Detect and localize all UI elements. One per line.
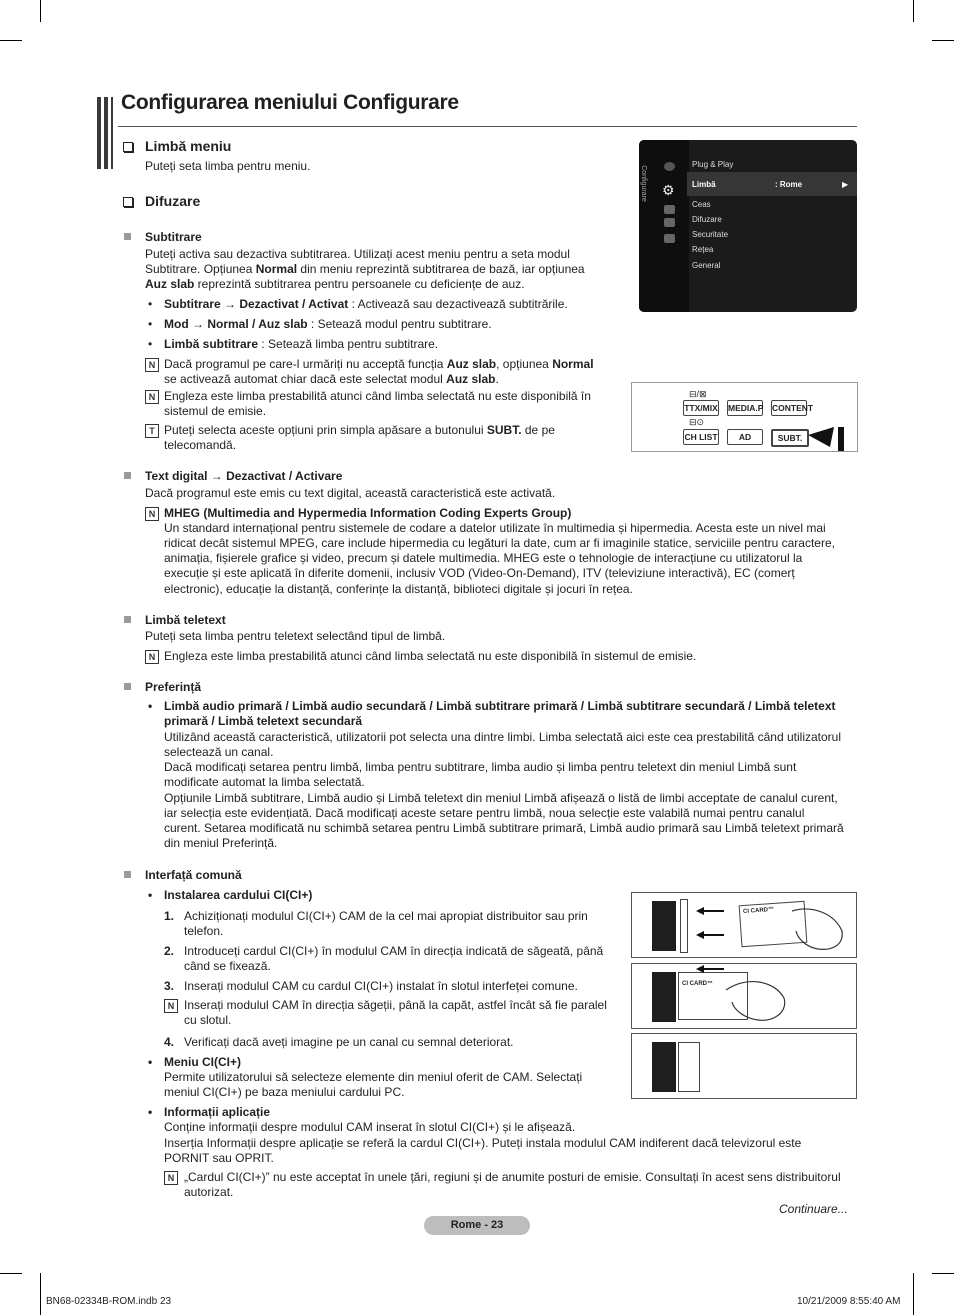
remote-button: CONTENT <box>771 400 807 416</box>
text-digital-heading: Text digital → Dezactivat / Activare <box>145 469 343 483</box>
ci-info-line: Conține informații despre modulul CAM inserat în slotul CI(CI+) și le afișează. <box>164 1120 576 1134</box>
preference-line: selectează un canal. <box>164 745 274 759</box>
mheg-line: Un standard internațional pentru sistemele de codare a datelor utilizate în multimedia și hipermedia. Acesta este un nivel mai <box>164 521 826 535</box>
subtitle-intro-3: Auz slab reprezintă subtitrarea pentru persoanele cu deficiențe de auz. <box>145 277 525 291</box>
osd-menu-image <box>639 140 857 312</box>
ci-info-title: • Informații aplicație <box>164 1105 270 1120</box>
ci-menu-line: meniul CI(CI+) pe baza meniului cardului PC. <box>164 1085 405 1099</box>
mheg-title: MHEG (Multimedia and Hypermedia Information Coding Experts Group) <box>164 506 572 520</box>
preference-line: iar selecția este evidențiată. Dacă modificați aceste setare pentru limbă, noua selecție este valabilă numai pentru canalul <box>164 806 805 820</box>
ci-note-line: autorizat. <box>184 1185 234 1199</box>
subtitle-bullet-3: • Limbă subtitrare : Setează limba pentru subtitrare. <box>164 337 438 352</box>
step-number: 3. <box>164 979 175 993</box>
subtitle-intro-1: Puteți activa sau dezactiva subtitrarea. Utilizați acest meniu pentru a seta modul <box>145 247 570 261</box>
remote-note-icon: T <box>145 424 159 438</box>
osd-item: Ceas <box>692 200 711 209</box>
subtitle-bullet-2: • Mod → Normal / Auz slab : Setează modul pentru subtitrare. <box>164 317 492 332</box>
remote-button: AD <box>727 429 763 445</box>
step-number: 4. <box>164 1035 175 1049</box>
step-2-line: Introduceți cardul CI(CI+) în modulul CAM în direcția indicată de săgeată, până <box>184 944 604 958</box>
osd-item: Plug & Play <box>692 160 734 169</box>
mheg-line: animația, fișierele grafice și video, precum și datele multimedia. MHEG este o tehnologie de interacțiune cu utilizatorul la <box>164 551 803 565</box>
footer-date: 10/21/2009 8:55:40 AM <box>797 1296 901 1307</box>
remote-image <box>631 382 858 452</box>
preference-line: curent. Setarea modificată nu schimbă setarea pentru Limbă subtitrare primară, Limbă audio primară sau Limbă teletext primară <box>164 821 844 835</box>
preference-line: Dacă modificați setarea pentru limbă, limba pentru subtitrare, limba audio și limba pentru teletext din meniul Limbă sunt <box>164 760 797 774</box>
step-3-line: Inserați modulul CAM cu cardul CI(CI+) instalat în slotul interfeței comune. <box>184 979 578 993</box>
osd-item: Limbă <box>692 180 716 189</box>
hand-icon <box>782 901 852 953</box>
osd-selected-value: : Rome <box>775 180 803 189</box>
subtitle-note-3a: Puteți selecta aceste opțiuni prin simpla apăsare a butonului SUBT. de pe <box>164 423 555 437</box>
note-icon: N <box>145 650 159 664</box>
help-icon <box>664 234 675 243</box>
subtitle-note-1a: Dacă programul pe care-l urmăriți nu acceptă funcția Auz slab, opțiunea Normal <box>164 357 594 371</box>
continue-link[interactable]: Continuare... <box>779 1202 848 1216</box>
preference-heading: Preferință <box>145 680 202 694</box>
teletext-note: Engleza este limba prestabilită atunci când limba selectată nu este disponibilă în sistemul de emisie. <box>164 649 697 663</box>
preference-bullet-2: primară / Limbă teletext secundară <box>164 714 363 728</box>
arrow-right-icon: ▶ <box>842 180 849 189</box>
step-number: 2. <box>164 944 175 958</box>
mheg-line: execuție și este aplicată în diferite domenii, inclusiv VOD (Video-On-Demand), ITV (televiziune interactivă), EC (comerț <box>164 566 795 580</box>
step-4-line: Verificați dacă aveți imagine pe un canal cu semnal deteriorat. <box>184 1035 514 1049</box>
mheg-line: electronic), educație la distanță, conferințe la distanță, biblioteci digitale și jocuri în rețea. <box>164 582 633 596</box>
ci-card-label: CI CARD™ <box>678 972 748 1020</box>
subtitle-note-1b: se activează automat chiar dacă este selectat modul Auz slab. <box>164 372 499 386</box>
preference-line: Opțiunile Limbă subtitrare, Limbă audio și Limbă teletext din meniul Limbă afișează o listă de limbi acceptate de canalul curent, <box>164 791 838 805</box>
ci-info-line: Inserția Informații despre aplicație se referă la cardul CI(CI+). Puteți instala modulul CAM indiferent dacă televizorul este <box>164 1136 802 1150</box>
title-rule <box>118 126 857 127</box>
ci-heading: Interfață comună <box>145 868 242 882</box>
remote-button: SUBT. <box>771 429 809 447</box>
footer-file: BN68-02334B-ROM.indb 23 <box>46 1296 172 1307</box>
ci-note-line: „Cardul CI(CI+)” nu este acceptat în unele țări, regiuni și de anumite posturi de emisie. Consultați în acest sens distribuitorul <box>184 1170 841 1184</box>
hand-icon <box>722 970 802 1026</box>
preference-line: Utilizând această caracteristică, utilizatorii pot selecta una dintre limbi. Limba selectată aici este cea prestabilită când utilizatorul <box>164 730 841 744</box>
note-icon: N <box>164 1171 178 1185</box>
preference-line: din meniul Preferință. <box>164 836 278 850</box>
remote-button: CH LIST <box>683 429 719 445</box>
osd-side-label: Configurare <box>639 165 647 202</box>
remote-button: MEDIA.P <box>727 400 763 416</box>
preference-bullet: • Limbă audio primară / Limbă audio secundară / Limbă subtitrare primară / Limbă subtitrare secundară / Limbă teletext <box>164 699 836 714</box>
mheg-line: ridicat decât sistemul MPEG, care include hipermedia cu legături la date, cum ar fi imaginile statice, serviciile pentru caractere, <box>164 536 835 550</box>
gear-icon: ⚙ <box>662 182 675 198</box>
step-number: 1. <box>164 909 175 923</box>
language-text: Puteți seta limba pentru meniu. <box>145 159 311 173</box>
cam-illustration-3 <box>631 1033 857 1099</box>
subtitle-intro-2: Subtitrare. Opțiunea Normal din meniu reprezintă subtitrarea de bază, iar opțiunea <box>145 262 585 276</box>
note-icon: N <box>145 358 159 372</box>
step-3-note: Inserați modulul CAM în direcția săgeții, până la capăt, astfel încât să fie paralel <box>184 998 607 1012</box>
teletext-heading: Limbă teletext <box>145 613 226 627</box>
section-title-language: Limbă meniu <box>145 138 232 154</box>
remote-button: TTX/MIX <box>683 400 719 416</box>
subtitle-bullet-1: • Subtitrare → Dezactivat / Activat : Activează sau dezactivează subtitrările. <box>164 297 568 312</box>
subtitle-note-2b: sistemul de emisie. <box>164 404 267 418</box>
osd-item: Rețea <box>692 245 714 254</box>
channel-icon <box>664 205 675 214</box>
note-icon: N <box>145 390 159 404</box>
subtitle-note-3b: telecomandă. <box>164 438 237 452</box>
text-digital-text: Dacă programul este emis cu text digital, această caracteristică este activată. <box>145 486 556 500</box>
ttx-icon: ⊟/⊠ <box>689 389 707 399</box>
page-number-badge: Rome - 23 <box>424 1216 530 1235</box>
cam-illustration-2 <box>631 963 857 1029</box>
teletext-text: Puteți seta limba pentru teletext selectând tipul de limbă. <box>145 629 446 643</box>
section-title-broadcast: Difuzare <box>145 193 201 209</box>
osd-item: General <box>692 261 721 270</box>
ci-install-title: • Instalarea cardului CI(CI+) <box>164 888 312 903</box>
step-1-line: Achiziționați modulul CI(CI+) CAM de la cel mai apropiat distribuitor sau prin <box>184 909 588 923</box>
ci-menu-title: • Meniu CI(CI+) <box>164 1055 241 1070</box>
ci-info-line: PORNIT sau OPRIT. <box>164 1151 274 1165</box>
note-icon: N <box>164 999 178 1013</box>
ci-card-label: CI CARD™ <box>739 901 808 948</box>
preference-line: modificate automat la limba selectată. <box>164 775 365 789</box>
osd-item: Securitate <box>692 230 729 239</box>
arrow-left-icon <box>696 905 726 941</box>
cam-illustration-1 <box>631 892 857 958</box>
picture-icon <box>664 162 675 171</box>
subtitle-heading: Subtitrare <box>145 230 202 244</box>
step-1-line: telefon. <box>184 924 224 938</box>
ci-menu-line: Permite utilizatorului să selecteze elemente din meniul oferit de CAM. Selectați <box>164 1070 583 1084</box>
subtitle-note-2a: Engleza este limba prestabilită atunci când limba selectată nu este disponibilă în <box>164 389 591 403</box>
step-3-note: cu slotul. <box>184 1013 232 1027</box>
osd-item: Difuzare <box>692 215 722 224</box>
step-2-line: când se fixează. <box>184 959 271 973</box>
page-title: Configurarea meniului Configurare <box>121 91 459 114</box>
ch-list-icon: ⊟⊙ <box>689 417 705 427</box>
pointer-arrow-icon <box>808 425 848 451</box>
note-icon: N <box>145 507 159 521</box>
input-icon <box>664 218 675 227</box>
